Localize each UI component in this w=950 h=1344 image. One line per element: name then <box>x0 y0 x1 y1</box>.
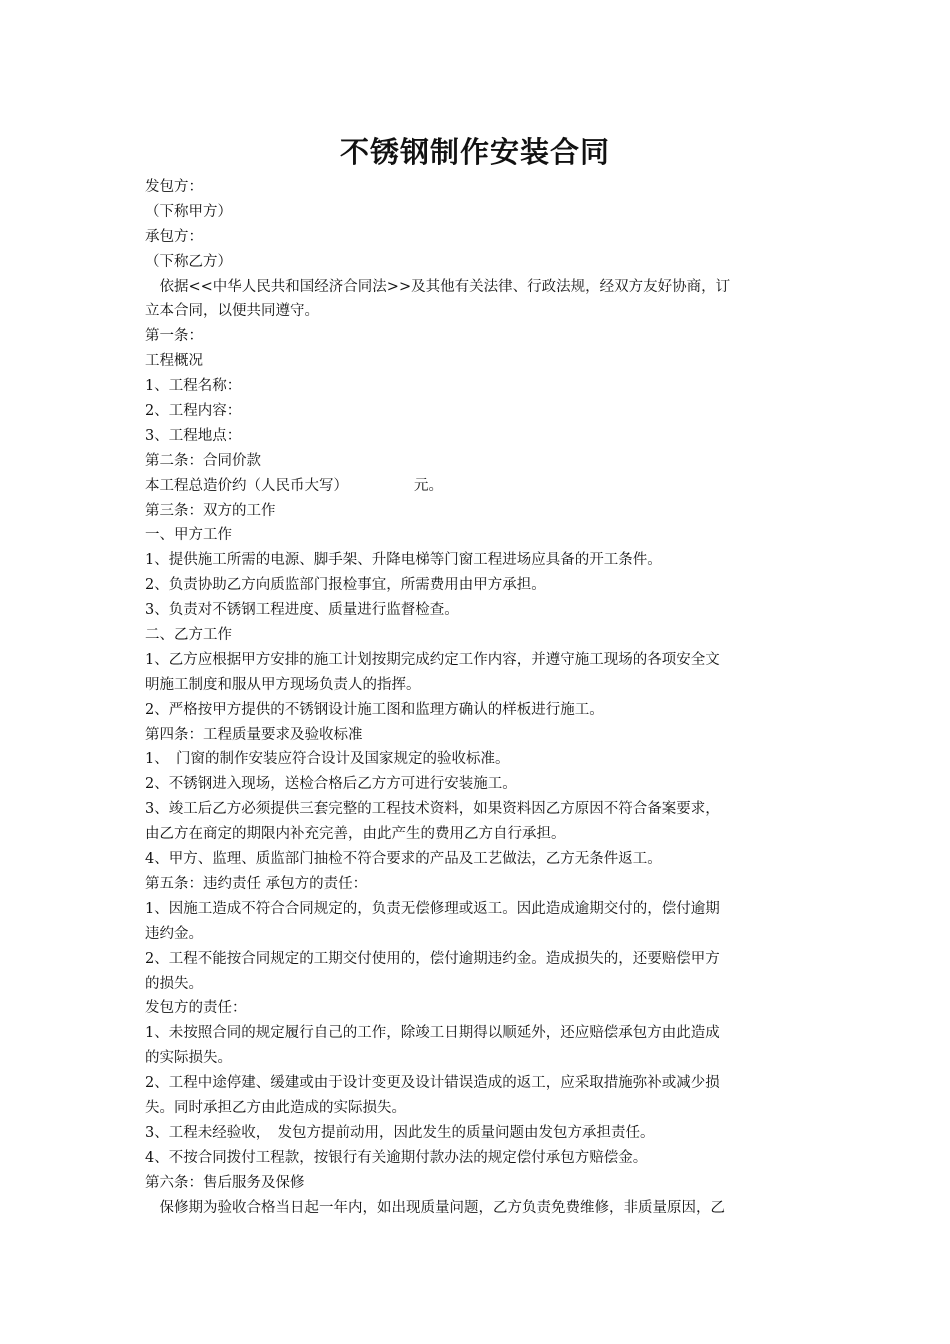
text-line: 3、负责对不锈钢工程进度、质量进行监督检查。 <box>145 602 459 619</box>
text-line: 一、甲方工作 <box>145 527 232 544</box>
text-line: 1、乙方应根据甲方安排的施工计划按期完成约定工作内容，并遵守施工现场的各项安全文 <box>145 651 720 668</box>
price-prefix: 本工程总造价约（人民币大写） <box>145 477 348 494</box>
text-line: 1、工程名称： <box>145 378 242 395</box>
text-line: 2、工程中途停建、缓建或由于设计变更及设计错误造成的返工，应采取措施弥补或减少损 <box>145 1075 720 1092</box>
text-line: 第五条：违约责任 承包方的责任： <box>145 875 368 892</box>
text-line: 发包方： <box>145 179 203 195</box>
document-title: 不锈钢制作安装合同 <box>339 135 610 169</box>
text-line: 2、负责协助乙方向质监部门报检事宜，所需费用由甲方承担。 <box>145 577 546 594</box>
text-line: 1、未按照合同的规定履行自己的工作，除竣工日期得以顺延外，还应赔偿承包方由此造成 <box>145 1025 720 1042</box>
price-suffix: 元。 <box>414 477 443 494</box>
text-line: 第六条：售后服务及保修 <box>145 1174 305 1191</box>
text-line: 失。同时承担乙方由此造成的实际损失。 <box>145 1099 406 1116</box>
text-line: 发包方的责任： <box>145 1000 247 1017</box>
contract-price-line <box>145 474 810 499</box>
text-line: 的实际损失。 <box>145 1050 232 1067</box>
text-line: 2、不锈钢进入现场，送检合格后乙方方可进行安装施工。 <box>145 776 517 793</box>
text-line: 3、工程地点： <box>145 427 242 444</box>
text-line: （下称甲方） <box>145 203 232 220</box>
text-line: 4、不按合同拨付工程款，按银行有关逾期付款办法的规定偿付承包方赔偿金。 <box>145 1149 648 1166</box>
text-line: 第四条：工程质量要求及验收标准 <box>145 726 363 743</box>
text-line: 1、因施工造成不符合合同规定的，负责无偿修理或返工。因此造成逾期交付的，偿付逾期 <box>145 900 720 917</box>
text-line: 2、工程不能按合同规定的工期交付使用的，偿付逾期违约金。造成损失的，还要赔偿甲方 <box>145 950 720 967</box>
text-line: 3、竣工后乙方必须提供三套完整的工程技术资料，如果资料因乙方原因不符合备案要求， <box>145 801 720 818</box>
text-line: 第一条： <box>145 328 203 345</box>
text-line: 立本合同，以便共同遵守。 <box>145 303 319 320</box>
text-line: 3、工程未经验收， 发包方提前动用，因此发生的质量问题由发包方承担责任。 <box>145 1124 655 1141</box>
text-line: 第三条：双方的工作 <box>145 502 276 519</box>
text-line: 工程概况 <box>145 353 203 370</box>
text-line: 1、 门窗的制作安装应符合设计及国家规定的验收标准。 <box>145 751 510 768</box>
text-line: 违约金。 <box>145 925 203 942</box>
text-line: 2、工程内容： <box>145 403 242 420</box>
text-line: 2、严格按甲方提供的不锈钢设计施工图和监理方确认的样板进行施工。 <box>145 701 604 718</box>
text-line: 第二条：合同价款 <box>145 452 261 469</box>
text-line: （下称乙方） <box>145 253 232 270</box>
text-line: 的损失。 <box>145 975 203 992</box>
text-line: 二、乙方工作 <box>145 627 232 644</box>
text-line: 1、提供施工所需的电源、脚手架、升降电梯等门窗工程进场应具备的开工条件。 <box>145 552 662 569</box>
text-line: 承包方： <box>145 228 203 245</box>
document-body <box>145 175 810 1220</box>
text-line: 保修期为验收合格当日起一年内，如出现质量问题，乙方负责免费维修，非质量原因，乙 <box>145 1199 725 1216</box>
text-line: 4、甲方、监理、质监部门抽检不符合要求的产品及工艺做法，乙方无条件返工。 <box>145 851 662 868</box>
text-line: 明施工制度和服从甲方现场负责人的指挥。 <box>145 676 421 693</box>
text-line: 依据<<中华人民共和国经济合同法>>及其他有关法律、行政法规，经双方友好协商，订 <box>145 278 731 295</box>
text-line: 由乙方在商定的期限内补充完善，由此产生的费用乙方自行承担。 <box>145 826 566 843</box>
